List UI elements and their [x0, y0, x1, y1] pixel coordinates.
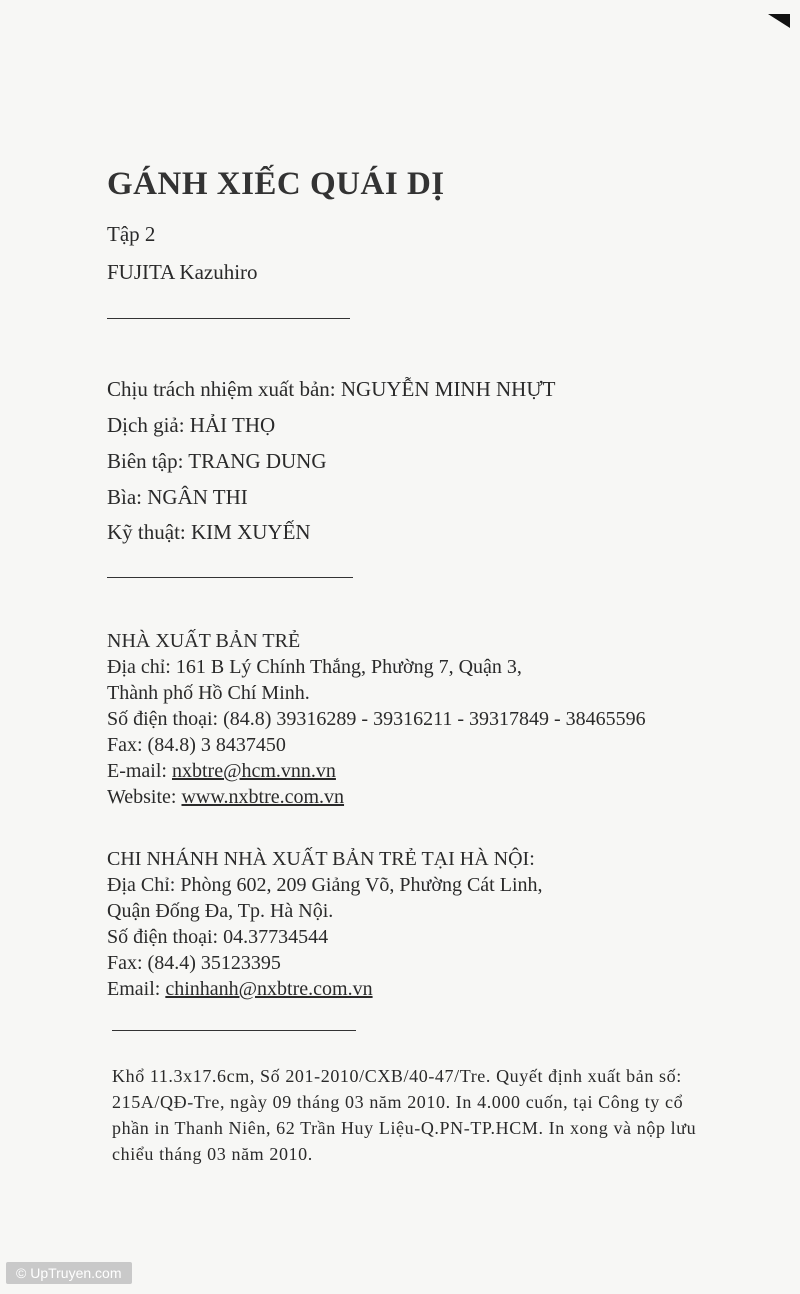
- imprint-paragraph: Khổ 11.3x17.6cm, Số 201-2010/CXB/40-47/Tre. Quyết định xuất bản số: 215A/QĐ-Tre, ngày 09 tháng 03 năm 2010. In 4.000 cuốn, tại Công ty cổ phần in Thanh Niên, 62 Trần Huy Liệu-Q.PN-TP.HCM. In xong và nộp lưu chiểu tháng 03 năm 2010.: [112, 1066, 697, 1164]
- book-volume: Tập 2: [107, 222, 156, 246]
- credit-translator: Dịch giả: HẢI THỌ: [107, 413, 276, 437]
- branch-name: CHI NHÁNH NHÀ XUẤT BẢN TRẺ TẠI HÀ NỘI:: [107, 848, 535, 870]
- site-watermark: © UpTruyen.com: [6, 1262, 132, 1284]
- publisher-website-link[interactable]: www.nxbtre.com.vn: [181, 786, 345, 808]
- publisher-block: [107, 628, 646, 810]
- publisher-email-link[interactable]: nxbtre@hcm.vnn.vn: [171, 760, 336, 782]
- branch-fax: Fax: (84.4) 35123395: [107, 952, 281, 974]
- branch-email-row: [107, 976, 543, 1002]
- credit-cover: Bìa: NGÂN THI: [107, 485, 248, 509]
- credit-publisher-responsible: Chịu trách nhiệm xuất bản: NGUYỄN MINH NHỰT: [107, 377, 556, 401]
- publisher-website-label: Website:: [107, 786, 182, 808]
- publisher-name: NHÀ XUẤT BẢN TRẺ: [107, 630, 301, 652]
- divider-3: [112, 1030, 356, 1031]
- publisher-fax: Fax: (84.8) 3 8437450: [107, 734, 286, 756]
- book-author: FUJITA Kazuhiro: [107, 260, 258, 284]
- branch-address-line1: Địa Chỉ: Phòng 602, 209 Giảng Võ, Phường Cát Linh,: [107, 874, 543, 896]
- publisher-email-row: [107, 758, 646, 784]
- corner-triangle-mark: [768, 14, 790, 28]
- branch-block: [107, 846, 543, 1002]
- credit-technical: Kỹ thuật: KIM XUYẾN: [107, 520, 311, 544]
- publisher-phone: Số điện thoại: (84.8) 39316289 - 39316211 - 39317849 - 38465596: [107, 708, 646, 730]
- book-title: GÁNH XIẾC QUÁI DỊ: [107, 166, 445, 202]
- publisher-website-row: [107, 784, 646, 810]
- publisher-email-label: E-mail:: [107, 760, 172, 782]
- branch-address-line2: Quận Đống Đa, Tp. Hà Nội.: [107, 900, 334, 922]
- publisher-address-line2: Thành phố Hồ Chí Minh.: [107, 682, 310, 704]
- branch-email-label: Email:: [107, 978, 166, 1000]
- branch-phone: Số điện thoại: 04.37734544: [107, 926, 329, 948]
- branch-email-link[interactable]: chinhanh@nxbtre.com.vn: [165, 978, 373, 1000]
- publisher-address-line1: Địa chỉ: 161 B Lý Chính Thắng, Phường 7, Quận 3,: [107, 656, 522, 678]
- divider-1: [107, 318, 350, 319]
- divider-2: [107, 577, 353, 578]
- credit-editor: Biên tập: TRANG DUNG: [107, 449, 327, 473]
